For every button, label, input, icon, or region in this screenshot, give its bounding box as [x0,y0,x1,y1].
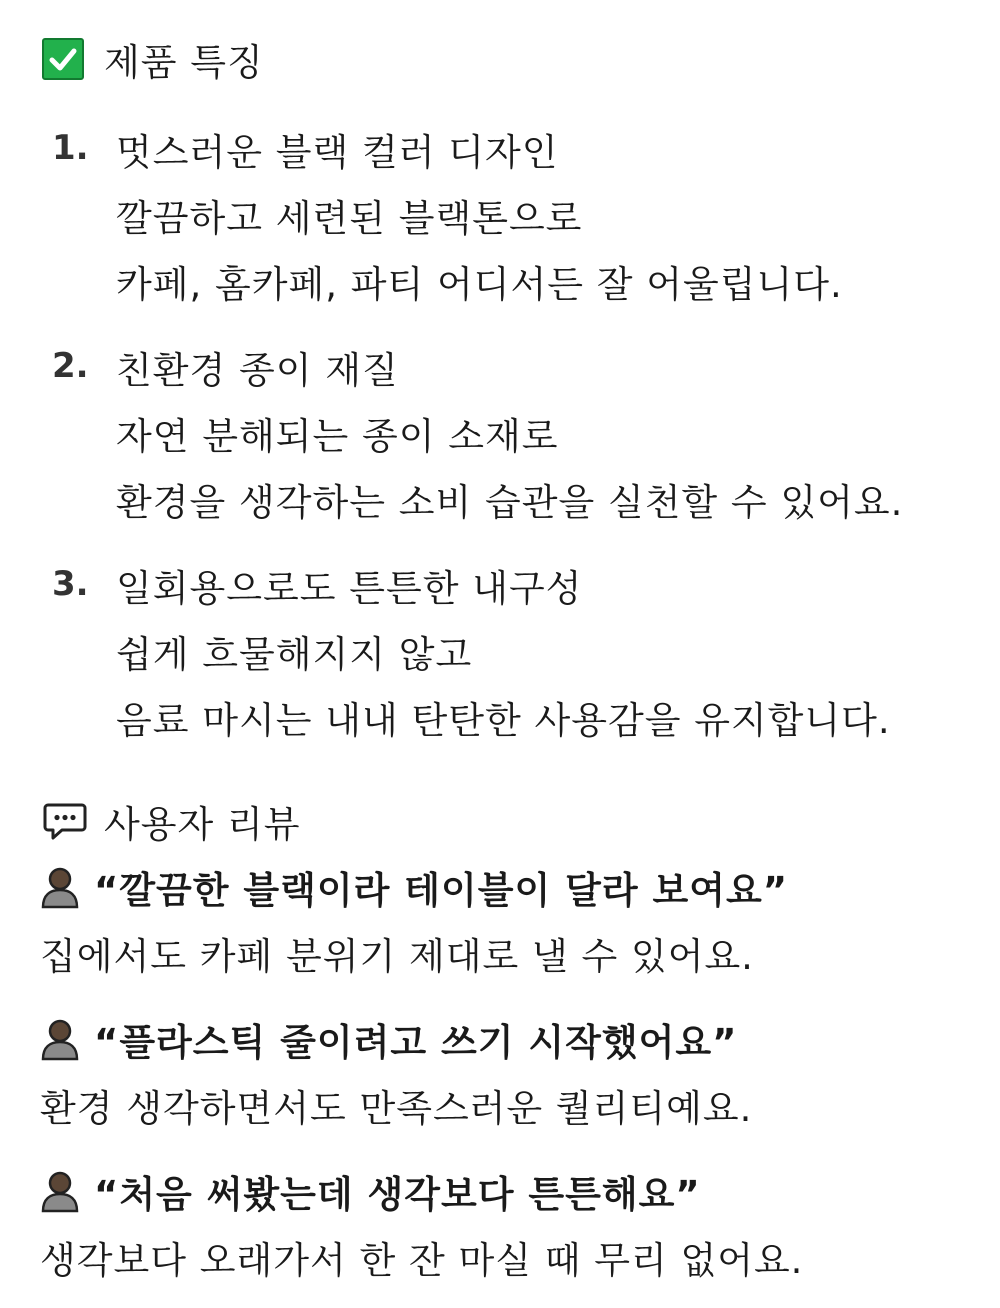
feature-description: 쉽게 흐물해지지 않고 [116,633,473,676]
speech-bubble-icon [42,799,88,843]
review-item [40,1166,980,1284]
review-quote: “처음 써봤는데 생각보다 튼튼해요” [94,1173,701,1216]
review-header [40,1014,980,1064]
review-quote: “깔끔한 블랙이라 테이블이 달라 보여요” [94,869,789,912]
feature-title: 멋스러운 블랙 컬러 디자인 [116,131,559,174]
check-box-icon [42,38,84,80]
user-icon [40,865,80,909]
feature-number: 2. [52,346,89,386]
review-header [40,1166,980,1216]
review-header [40,862,980,912]
feature-title: 친환경 종이 재질 [116,349,399,392]
user-icon [40,1017,80,1061]
user-icon [40,1169,80,1213]
feature-description: 카페, 홈카페, 파티 어디서든 잘 어울립니다. [116,263,843,306]
feature-description: 음료 마시는 내내 탄탄한 사용감을 유지합니다. [116,699,891,742]
review-body: 집에서도 카페 분위기 제대로 낼 수 있어요. [40,935,754,978]
review-item [40,1014,980,1132]
reviews-header [42,796,300,846]
feature-number: 1. [52,128,89,168]
features-title: 제품 특징 [104,41,264,84]
features-header [42,34,264,84]
feature-number: 3. [52,564,89,604]
feature-description: 깔끔하고 세련된 블랙톤으로 [116,197,583,240]
review-item [40,862,980,980]
feature-item [52,122,982,306]
feature-item [52,558,982,742]
feature-description: 환경을 생각하는 소비 습관을 실천할 수 있어요. [116,481,904,524]
feature-description: 자연 분해되는 종이 소재로 [116,415,559,458]
review-body: 환경 생각하면서도 만족스러운 퀄리티예요. [40,1087,753,1130]
feature-title: 일회용으로도 튼튼한 내구성 [116,567,583,610]
review-body: 생각보다 오래가서 한 잔 마실 때 무리 없어요. [40,1239,804,1282]
reviews-title: 사용자 리뷰 [104,803,301,846]
review-quote: “플라스틱 줄이려고 쓰기 시작했어요” [94,1021,738,1064]
feature-item [52,340,982,524]
